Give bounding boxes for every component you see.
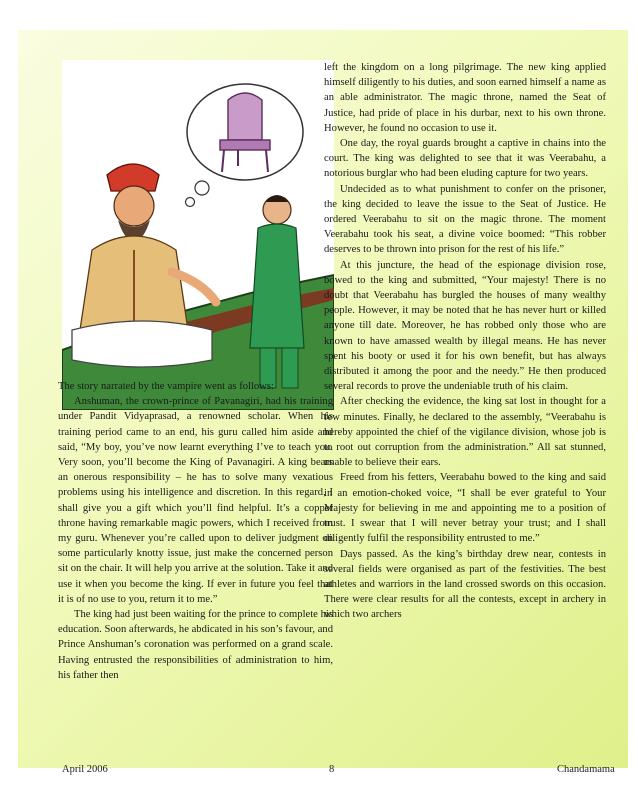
paragraph: Undecided as to what punishment to confer on the prisoner, the king decided to leave the issue to the Seat of Justice. He ordered Veerabahu to sit on the magic throne. The moment Veerabahu took his seat, a divine voice boomed: “This robber deserves to be thrown into prison for the rest of his life.” bbox=[324, 183, 606, 256]
footer-page-number: 8 bbox=[329, 764, 335, 775]
paragraph: After checking the evidence, the king sat lost in thought for a few minutes. Finally, he declared to the assembly, “Veerabahu is hereby appointed the chief of the vigilance division, whose job is to root out corruption from the administration.” All sat stunned, unable to believe their ears. bbox=[324, 396, 606, 469]
paragraph: Days passed. As the king’s birthday drew near, contests in several fields were organised as part of the festivities. The best athletes and warriors in the land crossed swords on this occasion. There were clear results for all the contests, except in archery in which two archers bbox=[324, 548, 606, 621]
paragraph: left the kingdom on a long pilgrimage. The new king applied himself diligently to his duties, and soon earned himself a name as an able administrator. The magic throne, named the Seat of Justice, had pride of place in his durbar, next to his own throne. However, he found no occasion to use it. bbox=[324, 62, 606, 134]
footer-date: April 2006 bbox=[62, 764, 108, 775]
paragraph: The story narrated by the vampire went as follows: bbox=[58, 381, 274, 392]
king-figure bbox=[72, 164, 216, 367]
magazine-page bbox=[18, 30, 628, 775]
paragraph: Freed from his fetters, Veerabahu bowed to the king and said in an emotion-choked voice, “I shall be ever grateful to Your Majesty for believing in me and appointing me to a position of trust. I swear that I will never betray your trust; and I shall diligently fulfil the responsibility entrusted to me.” bbox=[324, 472, 606, 545]
story-illustration bbox=[62, 60, 334, 410]
paragraph: At this juncture, the head of the espionage division rose, bowed to the king and submitted, “Your majesty! There is no doubt that Veerabahu has burgled the houses of many wealthy people. However, it may be noted that he has never hurt or killed anyone till date. Moreover, he has robbed only those who are known to have amassed wealth by illegal means. He has never spent his booty or used it for his own benefit, but has always distributed it among the poor and the needy.” He then produced several records to prove the undeniable truth of his claim. bbox=[324, 259, 606, 393]
paragraph: Anshuman, the crown-prince of Pavanagiri, had his training under Pandit Vidyaprasad, a renowned scholar. When his training period came to an end, his guru called him aside and said, “My boy, you’ve now learnt everything I’ve to teach you. Very soon, you’ll become the King of Pavanagiri. A king bears an onerous responsibility – he has to solve many vexatious problems using his intelligence and discretion. In this regard, I shall give you a gift which you’ll find helpful. It’s a copper throne having remarkable magic powers, which I received from my guru. Whenever you’re called upon to deliver judgment on some particularly knotty issue, just make the concerned person sit on the chair. It will help you arrive at the solution. Take it and use it when you become the king. If ever in future you feel that it is of no use to you, return it to me.” bbox=[58, 396, 333, 605]
illustration-svg bbox=[62, 60, 334, 410]
footer-magazine-name: Chandamama bbox=[557, 764, 615, 775]
article-right-column bbox=[324, 60, 606, 623]
paragraph: One day, the royal guards brought a captive in chains into the court. The king was delighted to see that it was Veerabahu, a notorious burglar who had been eluding capture for two years. bbox=[324, 138, 606, 180]
article-left-column bbox=[58, 379, 333, 683]
paragraph: The king had just been waiting for the prince to complete his education. Soon afterwards, he abdicated in his son’s favour, and Prince Anshuman’s coronation was performed on a grand scale. Having entrusted the responsibilities of administration to him, his father then bbox=[58, 609, 333, 681]
